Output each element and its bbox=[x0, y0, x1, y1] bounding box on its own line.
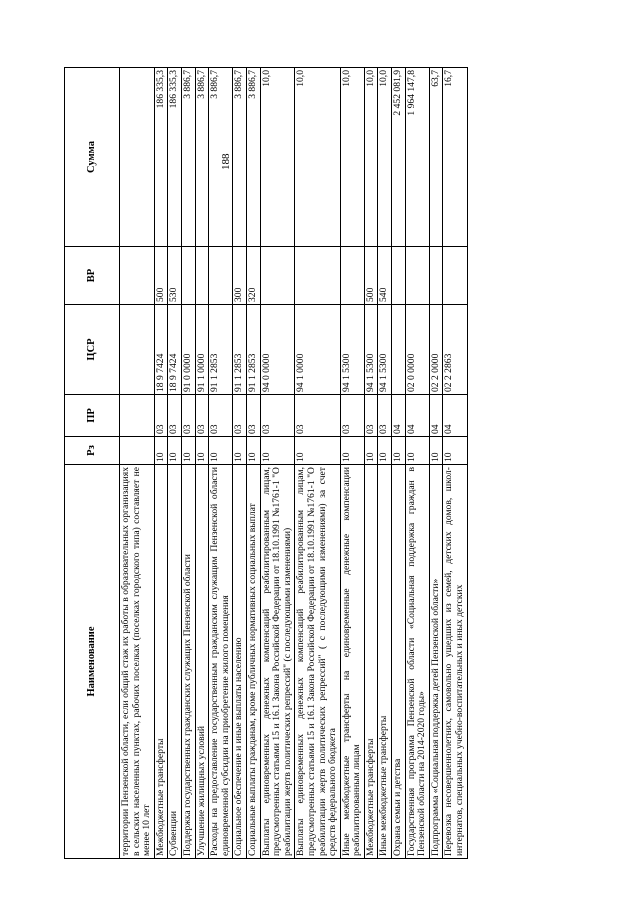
row-rz: 10 bbox=[154, 437, 168, 465]
row-rz bbox=[120, 437, 155, 465]
row-pr: 03 bbox=[233, 395, 247, 437]
row-rz: 10 bbox=[168, 437, 182, 465]
row-sum: 10,0 bbox=[340, 68, 364, 247]
row-pr: 04 bbox=[429, 395, 443, 437]
row-sum: 2 452 081,9 bbox=[392, 68, 406, 247]
row-name: Межбюджетные трансферты bbox=[364, 465, 378, 859]
table-row bbox=[181, 68, 195, 859]
row-vr: 300 bbox=[233, 247, 247, 305]
row-csr bbox=[120, 305, 155, 395]
row-rz: 10 bbox=[246, 437, 260, 465]
row-csr: 94 1 5300 bbox=[378, 305, 392, 395]
row-name: территории Пензенской области, если общий стаж их работы в образовательных организациях в сельских населенных пунктах, рабочих поселках (поселках городского типа) составляет не менее 10 лет bbox=[120, 465, 155, 859]
table-row bbox=[443, 68, 467, 859]
table-row bbox=[378, 68, 392, 859]
row-sum: 10,0 bbox=[260, 68, 295, 247]
row-csr: 18 9 7424 bbox=[168, 305, 182, 395]
table-row bbox=[392, 68, 406, 859]
row-csr: 02 0 0000 bbox=[405, 305, 429, 395]
row-sum: 3 886,7 bbox=[233, 68, 247, 247]
row-csr: 91 1 2853 bbox=[209, 305, 233, 395]
row-name: Социальное обеспечение и иные выплаты населению bbox=[233, 465, 247, 859]
row-csr: 94 1 0000 bbox=[295, 305, 340, 395]
row-name: Иные межбюджетные трансферты на единовременные денежные компенсации реабилитированным лицам bbox=[340, 465, 364, 859]
table-row bbox=[246, 68, 260, 859]
row-name: Поддержка государственных гражданских служащих Пензенской области bbox=[181, 465, 195, 859]
row-sum: 63,7 bbox=[429, 68, 443, 247]
row-pr: 03 bbox=[181, 395, 195, 437]
row-sum: 3 886,7 bbox=[246, 68, 260, 247]
row-csr: 02 2 0000 bbox=[429, 305, 443, 395]
table-row bbox=[260, 68, 295, 859]
row-csr: 02 2 2863 bbox=[443, 305, 467, 395]
row-vr bbox=[295, 247, 340, 305]
row-vr bbox=[405, 247, 429, 305]
row-sum: 186 335,3 bbox=[154, 68, 168, 247]
row-pr: 03 bbox=[364, 395, 378, 437]
row-pr: 03 bbox=[260, 395, 295, 437]
row-pr: 03 bbox=[295, 395, 340, 437]
row-sum: 1 964 147,8 bbox=[405, 68, 429, 247]
row-vr: 320 bbox=[246, 247, 260, 305]
table-row bbox=[209, 68, 233, 859]
row-sum: 16,7 bbox=[443, 68, 467, 247]
row-csr: 91 1 2853 bbox=[246, 305, 260, 395]
row-rz: 10 bbox=[443, 437, 467, 465]
row-sum: 10,0 bbox=[364, 68, 378, 247]
row-vr: 540 bbox=[378, 247, 392, 305]
row-csr bbox=[392, 305, 406, 395]
budget-table bbox=[64, 67, 468, 859]
row-vr: 500 bbox=[364, 247, 378, 305]
row-vr: 530 bbox=[168, 247, 182, 305]
table-row bbox=[429, 68, 443, 859]
row-pr bbox=[120, 395, 155, 437]
row-pr: 03 bbox=[378, 395, 392, 437]
column-header-name: Наименование bbox=[65, 465, 120, 859]
row-csr: 18 9 7424 bbox=[154, 305, 168, 395]
row-rz: 10 bbox=[405, 437, 429, 465]
table-row bbox=[154, 68, 168, 859]
table-row bbox=[364, 68, 378, 859]
row-sum bbox=[120, 68, 155, 247]
row-rz: 10 bbox=[209, 437, 233, 465]
row-pr: 03 bbox=[246, 395, 260, 437]
row-rz: 10 bbox=[181, 437, 195, 465]
row-pr: 03 bbox=[154, 395, 168, 437]
column-header-rz: Рз bbox=[65, 437, 120, 465]
row-rz: 10 bbox=[195, 437, 209, 465]
table-header-row bbox=[65, 68, 120, 859]
row-sum: 3 886,7 bbox=[209, 68, 233, 247]
row-vr bbox=[120, 247, 155, 305]
row-sum: 186 335,3 bbox=[168, 68, 182, 247]
row-pr: 03 bbox=[340, 395, 364, 437]
row-csr: 91 1 2853 bbox=[233, 305, 247, 395]
row-rz: 10 bbox=[295, 437, 340, 465]
row-name: Подпрограмма «Социальная поддержка детей Пензенской области» bbox=[429, 465, 443, 859]
row-name: Иные межбюджетные трансферты bbox=[378, 465, 392, 859]
row-vr bbox=[181, 247, 195, 305]
table-row bbox=[340, 68, 364, 859]
row-rz: 10 bbox=[392, 437, 406, 465]
row-vr bbox=[340, 247, 364, 305]
row-vr bbox=[260, 247, 295, 305]
table-row bbox=[120, 68, 155, 859]
table-row bbox=[195, 68, 209, 859]
table-row bbox=[405, 68, 429, 859]
row-csr: 94 1 5300 bbox=[364, 305, 378, 395]
row-name: Перевозка несовершеннолетних, самовольно ушедших из семей, детских домов, школ-интернатов, специальных учебно-воспитательных и иных детских bbox=[443, 465, 467, 859]
row-name: Межбюджетные трансферты bbox=[154, 465, 168, 859]
row-name: Охрана семьи и детства bbox=[392, 465, 406, 859]
row-csr: 94 0 0000 bbox=[260, 305, 295, 395]
column-header-sum: Сумма bbox=[65, 68, 120, 247]
row-pr: 03 bbox=[168, 395, 182, 437]
row-name: Субвенции bbox=[168, 465, 182, 859]
row-csr: 91 0 0000 bbox=[181, 305, 195, 395]
row-vr: 500 bbox=[154, 247, 168, 305]
row-sum: 3 886,7 bbox=[195, 68, 209, 247]
row-vr bbox=[443, 247, 467, 305]
row-vr bbox=[209, 247, 233, 305]
table-row bbox=[233, 68, 247, 859]
row-name: Выплаты единовременных денежных компенсаций реабилитированным лицам, предусмотренных статьями 15 и 16.1 Закона Российской Федерации от 18.10.1991 №1761-1 "О реабилитации жертв политических репрессий" (с последующими изменениями) bbox=[260, 465, 295, 859]
row-pr: 03 bbox=[195, 395, 209, 437]
column-header-csr: ЦСР bbox=[65, 305, 120, 395]
row-pr: 03 bbox=[209, 395, 233, 437]
row-name: Расходы на предоставление государственным гражданским служащим Пензенской области единовременной субсидии на приобретение жилого помещения bbox=[209, 465, 233, 859]
row-pr: 04 bbox=[443, 395, 467, 437]
row-rz: 10 bbox=[364, 437, 378, 465]
row-vr bbox=[392, 247, 406, 305]
row-sum: 10,0 bbox=[295, 68, 340, 247]
column-header-pr: ПР bbox=[65, 395, 120, 437]
row-sum: 10,0 bbox=[378, 68, 392, 247]
row-pr: 04 bbox=[392, 395, 406, 437]
row-rz: 10 bbox=[378, 437, 392, 465]
row-name: Выплаты единовременных денежных компенсаций реабилитированным лицам, предусмотренных статьями 15 и 16.1 Закона Российской Федерации от 18.10.1991 №1761-1 "О реабилитации жертв политических репрессий" ( с последующими изменениями) за счет средств федерального бюджета bbox=[295, 465, 340, 859]
row-csr: 94 1 5300 bbox=[340, 305, 364, 395]
row-name: Государственная программа Пензенской области «Социальная поддержка граждан в Пензенской области на 2014-2020 годы» bbox=[405, 465, 429, 859]
column-header-vr: ВР bbox=[65, 247, 120, 305]
row-rz: 10 bbox=[233, 437, 247, 465]
page-number: 188 bbox=[220, 153, 232, 170]
row-csr: 91 1 0000 bbox=[195, 305, 209, 395]
row-name: Улучшение жилищных условий bbox=[195, 465, 209, 859]
row-rz: 10 bbox=[340, 437, 364, 465]
row-vr bbox=[195, 247, 209, 305]
row-name: Социальные выплаты гражданам, кроме публичных нормативных социальных выплат bbox=[246, 465, 260, 859]
row-pr: 04 bbox=[405, 395, 429, 437]
row-rz: 10 bbox=[429, 437, 443, 465]
row-sum: 3 886,7 bbox=[181, 68, 195, 247]
table-row bbox=[295, 68, 340, 859]
row-vr bbox=[429, 247, 443, 305]
rotated-page-content bbox=[64, 68, 604, 859]
table-row bbox=[168, 68, 182, 859]
row-rz: 10 bbox=[260, 437, 295, 465]
